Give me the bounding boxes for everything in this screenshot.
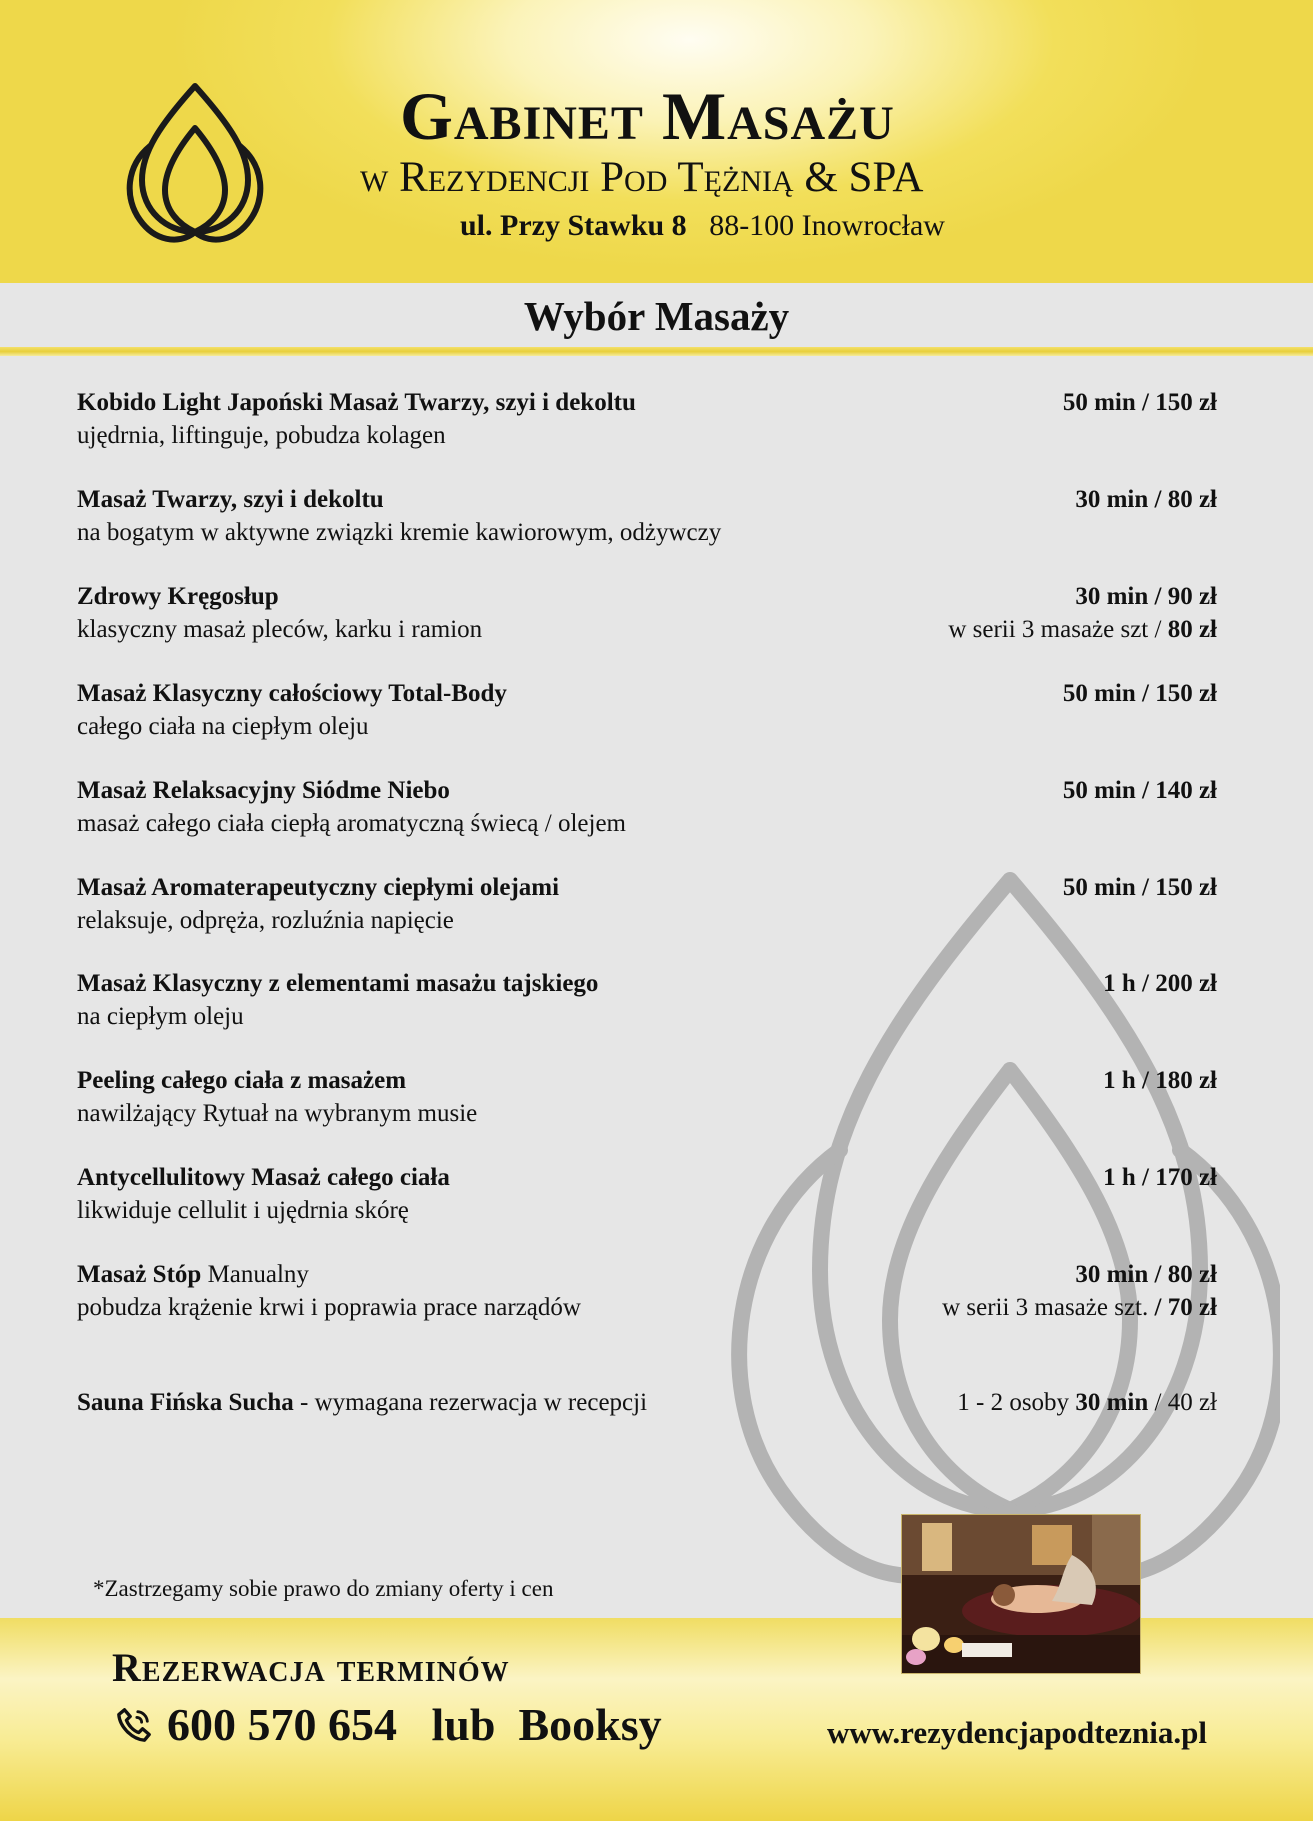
massage-photo bbox=[901, 1514, 1141, 1674]
list-item bbox=[77, 1258, 1217, 1324]
sauna-note: - wymagana rezerwacja w recepcji bbox=[293, 1389, 648, 1416]
item-description: na ciepłym oleju bbox=[77, 1003, 244, 1030]
item-price: 1 h / 180 zł bbox=[1103, 1067, 1217, 1094]
list-item bbox=[77, 871, 1217, 937]
disclaimer-note: *Zastrzegamy sobie prawo do zmiany oferty i cen bbox=[93, 1576, 554, 1601]
item-description: nawilżający Rytuał na wybranym musie bbox=[77, 1100, 478, 1127]
item-name: Peeling całego ciała z masażem bbox=[77, 1067, 407, 1094]
item-name: Masaż Klasyczny całościowy Total-Body bbox=[77, 680, 507, 707]
item-name: Masaż Stóp Manualny bbox=[77, 1261, 309, 1288]
page-subtitle: w Rezydencji Pod Tężnią & SPA bbox=[360, 154, 924, 201]
street-address: ul. Przy Stawku 8 bbox=[460, 209, 687, 242]
item-price: 50 min / 150 zł bbox=[1062, 874, 1217, 901]
item-description: ujędrnia, liftinguje, pobudza kolagen bbox=[77, 422, 446, 449]
item-price: 1 h / 200 zł bbox=[1103, 970, 1217, 997]
sauna-name: Sauna Fińska Sucha bbox=[77, 1389, 294, 1416]
phone-contact[interactable] bbox=[115, 1699, 662, 1750]
section-divider bbox=[0, 347, 1313, 356]
item-series-price: w serii 3 masaże szt / 80 zł bbox=[948, 616, 1217, 643]
list-item bbox=[77, 677, 1217, 743]
city-address: 88-100 Inowrocław bbox=[709, 209, 945, 242]
item-description: masaż całego ciała ciepłą aromatyczną świecą / olejem bbox=[77, 810, 626, 837]
list-item bbox=[77, 967, 1217, 1033]
list-item bbox=[77, 386, 1217, 452]
item-price: 30 min / 80 zł bbox=[1075, 486, 1217, 513]
item-name: Masaż Aromaterapeutyczny ciepłymi olejami bbox=[77, 874, 560, 901]
item-price: 50 min / 150 zł bbox=[1062, 389, 1217, 416]
item-description: likwiduje cellulit i ujędrnia skórę bbox=[77, 1197, 409, 1224]
list-item bbox=[77, 1064, 1217, 1130]
item-description: klasyczny masaż pleców, karku i ramion bbox=[77, 616, 483, 643]
list-item bbox=[77, 580, 1217, 646]
item-price: 30 min / 80 zł bbox=[1075, 1261, 1217, 1288]
item-name: Masaż Relaksacyjny Siódme Niebo bbox=[77, 777, 450, 804]
address bbox=[460, 211, 1160, 241]
item-price: 30 min / 90 zł bbox=[1075, 583, 1217, 610]
item-price: 1 h / 170 zł bbox=[1103, 1164, 1217, 1191]
item-series-price: w serii 3 masaże szt. / 70 zł bbox=[942, 1294, 1217, 1321]
page-title: Gabinet Masażu bbox=[400, 78, 895, 154]
item-description: relaksuje, odpręża, rozluźnia napięcie bbox=[77, 907, 454, 934]
item-name: Masaż Klasyczny z elementami masażu tajskiego bbox=[77, 970, 599, 997]
phone-number: 600 570 654 lub Booksy bbox=[167, 1699, 662, 1750]
list-item bbox=[77, 1161, 1217, 1227]
item-description: pobudza krążenie krwi i poprawia prace narządów bbox=[77, 1294, 581, 1321]
item-name: Antycellulitowy Masaż całego ciała bbox=[77, 1164, 450, 1191]
reservation-heading: Rezerwacja terminów bbox=[112, 1645, 510, 1690]
website-link[interactable]: www.rezydencjapodteznia.pl bbox=[826, 1715, 1207, 1750]
lotus-logo-icon bbox=[120, 80, 270, 260]
item-description: całego ciała na ciepłym oleju bbox=[77, 713, 369, 740]
item-price: 50 min / 150 zł bbox=[1062, 680, 1217, 707]
phone-icon bbox=[115, 1706, 153, 1744]
item-description: na bogatym w aktywne związki kremie kawiorowym, odżywczy bbox=[77, 519, 722, 546]
item-name: Zdrowy Kręgosłup bbox=[77, 583, 279, 610]
sauna-item bbox=[77, 1386, 1217, 1419]
item-price: 50 min / 140 zł bbox=[1062, 777, 1217, 804]
section-title: Wybór Masaży bbox=[523, 293, 790, 339]
item-name: Masaż Twarzy, szyi i dekoltu bbox=[77, 486, 384, 513]
item-name: Kobido Light Japoński Masaż Twarzy, szyi i dekoltu bbox=[77, 389, 636, 416]
list-item bbox=[77, 483, 1217, 549]
sauna-price: 1 - 2 osoby 30 min / 40 zł bbox=[957, 1389, 1217, 1416]
list-item bbox=[77, 774, 1217, 840]
